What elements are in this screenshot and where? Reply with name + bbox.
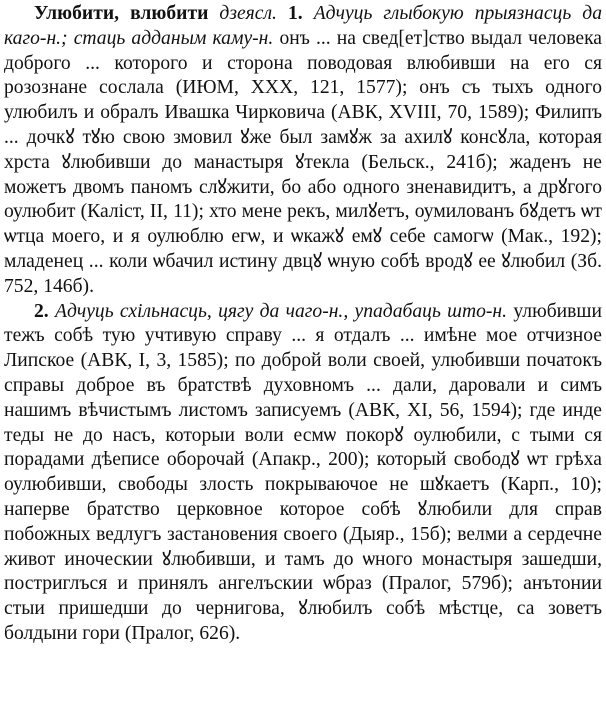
sense-1-citations: онъ ... на свед[ет]ство выдал человека доброго ... которого и сторона поводовая влюбивши на его ся розознане сослала (ИЮМ, XXX, 121, 1577); онъ съ тыхъ одного улюбилъ и обралъ Ивашка Чирковича (АВК, XVIII, 70, 1589); Филипъ ... дочкꙋ тꙋю свою змовил ꙋже был замꙋж за ахилꙋ консꙋла, которая хрста ꙋлюбивши до манастыря ꙋтекла (Бельск., 241б); жаденъ не можетъ двомъ паномъ слꙋжити, бо або одного зненавидитъ, а дрꙋгого оулюбит (Каліст, II, 11); хто мене рекъ, милꙋетъ, оумилованъ бꙋдетъ ѡт ѡтца моего, и я оулюблю егѡ, и ѡкажꙋ емꙋ себе самогѡ (Мак., 192); младенец ... коли ѡбачил истину двцꙋ ѡную собѣ вродꙋ ее ꙋлюбил (Зб. 752, 146б). bbox=[4, 27, 603, 297]
sense-2-definition: Адчуць схільнасць, цягу да чаго-н., упадабаць што-н. bbox=[55, 300, 508, 322]
dictionary-entry bbox=[4, 2, 602, 647]
grammar-label: дзеясл. bbox=[219, 3, 277, 24]
sense-2-citations: улюбивши тежъ собѣ тую учтивую справу ... я отдалъ ... имѣне мое отчизное Липское (АВК, I, 3, 1585); по доброй воли своей, улюбивши початокъ справы доброе въ братствѣ духовномъ ... дали, даровали и симъ нашимъ вѣчистымъ листомъ записуемъ (АВК, XI, 56, 1594); где инде теды не до насъ, которыи воли есмѡ покорꙋ оулюбили, с тыми ся порадами дѣеписе оборочай (Апакр., 200); который свободꙋ ѡт грѣха оулюбивши, свободы злость покрываючое не шꙋкаетъ (Карп., 10); наперве братство церковное которое собѣ ꙋлюбили для справ побожных ведлугъ застановения своего (Дыяр., 15б); велми а сердечне живот иноческии ꙋлюбивши, и тамъ до ѡного монастыря зашедши, постриглъся и принялъ ангелъскии ѡбраз (Пралог, 579б); анътонии стыи пришедши до чернигова, ꙋлюбилъ собѣ мѣстце, са зоветъ болдыни гори (Пралог, 626). bbox=[4, 300, 602, 644]
sense-2-paragraph bbox=[4, 300, 602, 647]
sense-2-number: 2. bbox=[34, 300, 49, 322]
sense-1-definition: Адчуць глыбокую прыязнасць да каго-н.; стаць адданым каму-н. bbox=[4, 3, 602, 49]
sense-1-paragraph bbox=[4, 2, 602, 300]
sense-1-number: 1. bbox=[287, 3, 303, 24]
headword: Улюбити, влюбити bbox=[34, 3, 209, 24]
